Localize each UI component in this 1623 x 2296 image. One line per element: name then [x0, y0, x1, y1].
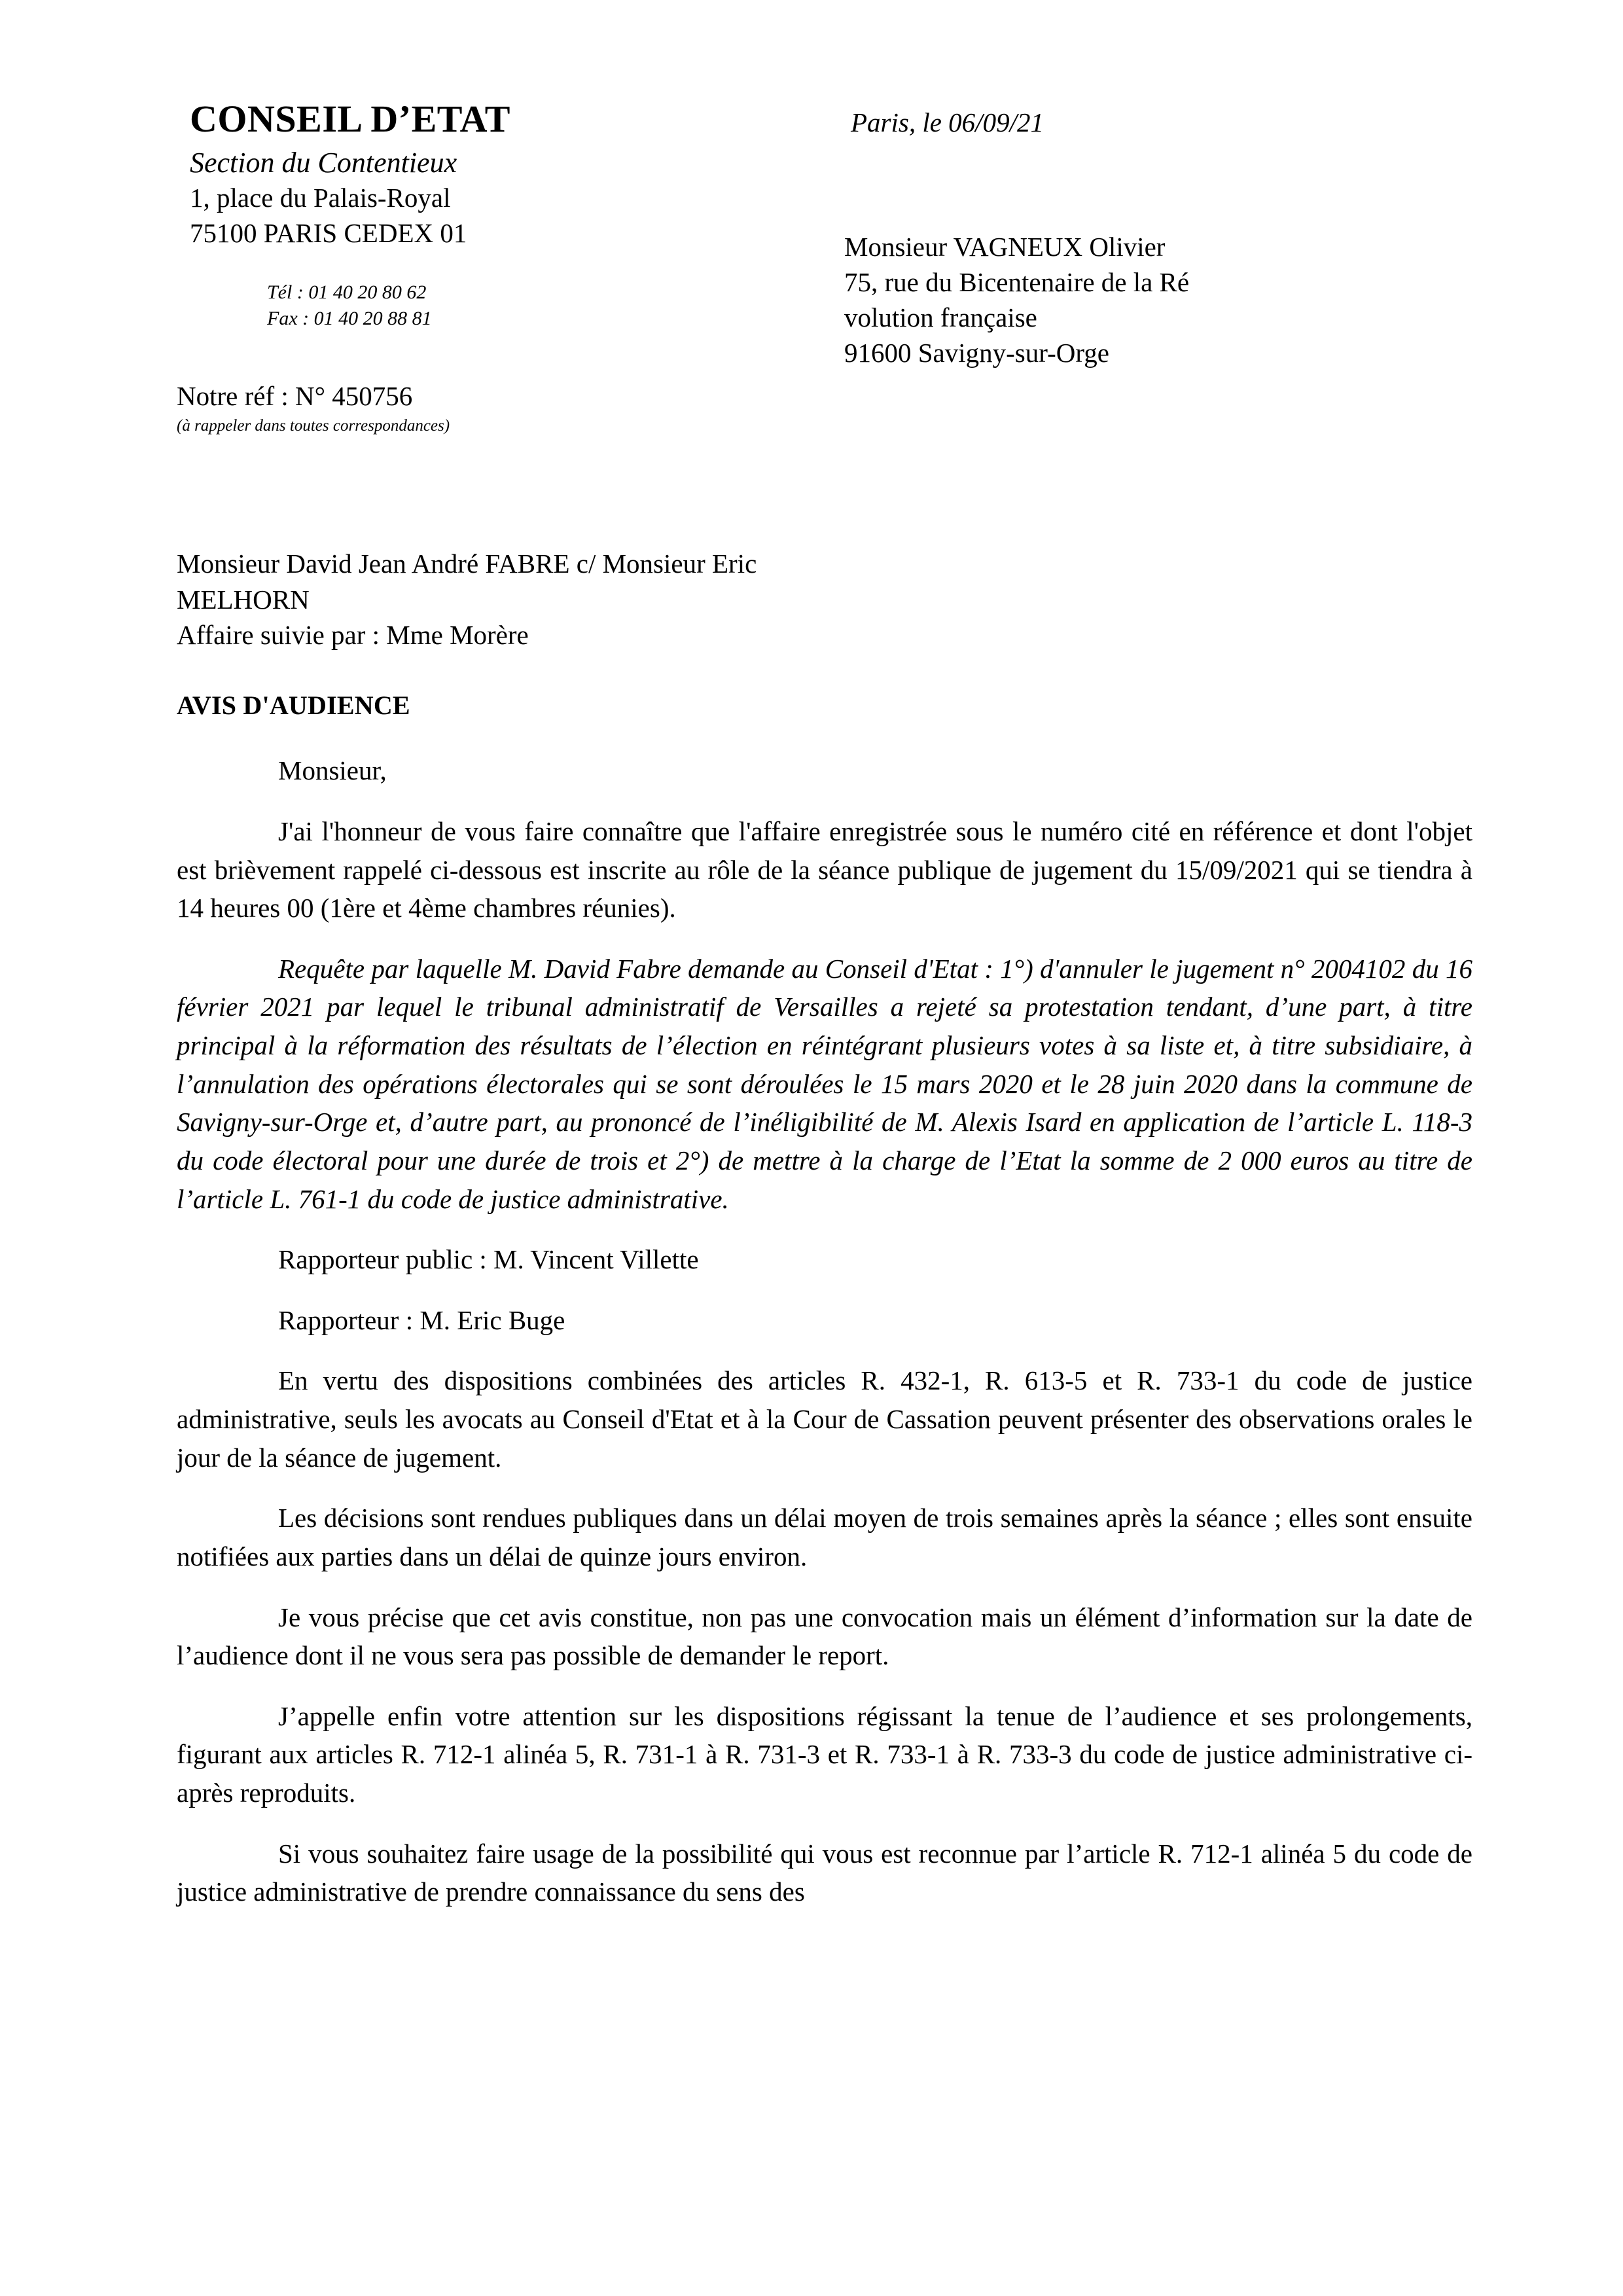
recipient-address: [844, 229, 1189, 370]
organization-address-line-2: 75100 PARIS CEDEX 01: [190, 217, 467, 248]
recipient-address-line-3: 91600 Savigny-sur-Orge: [844, 338, 1109, 368]
case-parties-line-1: Monsieur David Jean André FABRE c/ Monsieur Eric: [177, 548, 757, 579]
paragraph-decisions-delay: Les décisions sont rendues publiques dans un délai moyen de trois semaines après la séance ; elles sont ensuite notifiées aux parties dans un délai de quinze jours environ.: [177, 1503, 1472, 1571]
rapporteur-public-line: Rapporteur public : M. Vincent Villette: [278, 1244, 699, 1275]
phone-line: Tél : 01 40 20 80 62: [267, 281, 427, 303]
reference-note: (à rappeler dans toutes correspondances): [177, 416, 450, 435]
reference-block: [177, 378, 1472, 437]
organization-address-line-1: 1, place du Palais-Royal: [190, 183, 451, 213]
paragraph-applicable-articles: J’appelle enfin votre attention sur les dispositions régissant la tenue de l’audience et ses prolongements, figurant aux articles R. 712-1 alinéa 5, R. 731-1 à R. 731-3 et R. 733-1 à R. 733-3 du code de justice administrative ci-après reproduits.: [177, 1700, 1472, 1808]
case-parties-block: [177, 546, 1472, 653]
notice-title: AVIS D'AUDIENCE: [177, 690, 410, 720]
recipient-address-line-2: volution française: [844, 302, 1037, 333]
case-handler-line: Affaire suivie par : Mme Morère: [177, 620, 529, 651]
organization-name: CONSEIL D’ETAT: [190, 98, 510, 140]
letter-body: [177, 751, 1472, 1911]
recipient-address-line-1: 75, rue du Bicentenaire de la Ré: [844, 267, 1190, 298]
salutation: Monsieur,: [278, 755, 387, 786]
recipient-name: Monsieur VAGNEUX Olivier: [844, 232, 1166, 262]
organization-section: Section du Contentieux: [190, 146, 457, 179]
paragraph-not-a-convocation: Je vous précise que cet avis constitue, non pas une convocation mais un élément d’information sur la date de l’audience dont il ne vous sera pas possible de demander le report.: [177, 1602, 1472, 1671]
paragraph-request-summary: Requête par laquelle M. David Fabre demande au Conseil d'Etat : 1°) d'annuler le jugement n° 2004102 du 16 février 2021 par lequel le tribunal administratif de Versailles a rejeté sa protestation tendant, d’une part, à titre principal à la réformation des résultats de l’élection en réintégrant plusieurs votes à sa liste et, à titre subsidiaire, à l’annulation des opérations électorales qui se sont déroulées le 15 mars 2020 et le 28 juin 2020 dans la commune de Savigny-sur-Orge et, d’autre part, au prononcé de l’inéligibilité de M. Alexis Isard en application de l’article L. 118-3 du code électoral pour une durée de trois et 2°) de mettre à la charge de l’Etat la somme de 2 000 euros au titre de l’article L. 761-1 du code de justice administrative.: [177, 953, 1472, 1214]
date-line: Paris, le 06/09/21: [851, 107, 1044, 137]
case-parties-line-2: MELHORN: [177, 584, 310, 615]
fax-line: Fax : 01 40 20 88 81: [267, 308, 432, 330]
rapporteur-line: Rapporteur : M. Eric Buge: [278, 1304, 565, 1335]
letterhead: [177, 98, 1472, 517]
reference-number: Notre réf : N° 450756: [177, 380, 413, 411]
paragraph-hearing-notice: J'ai l'honneur de vous faire connaître que l'affaire enregistrée sous le numéro cité en référence et dont l'objet est brièvement rappelé ci-dessous est inscrite au rôle de la séance publique de jugement du 15/09/2021 qui se tiendra à 14 heures 00 (1ère et 4ème chambres réunies).: [177, 816, 1472, 924]
paragraph-oral-observations: En vertu des dispositions combinées des articles R. 432-1, R. 613-5 et R. 733-1 du code de justice administrative, seuls les avocats au Conseil d'Etat et à la Cour de Cassation peuvent présenter des observations orales le jour de la séance de jugement.: [177, 1365, 1472, 1473]
paragraph-continued: Si vous souhaitez faire usage de la possibilité qui vous est reconnue par l’article R. 712-1 alinéa 5 du code de justice administrative de prendre connaissance du sens des: [177, 1838, 1472, 1907]
